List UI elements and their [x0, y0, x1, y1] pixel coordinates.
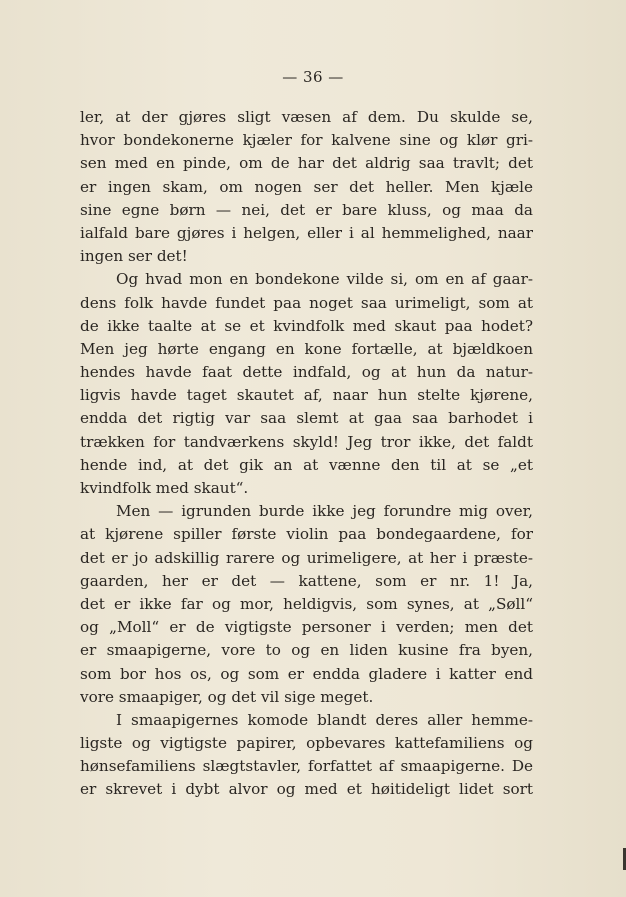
page-number: — 36 — — [282, 68, 344, 86]
text-line: Men — igrunden burde ikke jeg forundre mig over, — [116, 502, 533, 521]
text-line: som bor hos os, og som er endda gladere i katter end — [80, 664, 533, 683]
text-line: ler, at der gjøres sligt væsen af dem. Du skulde se, — [80, 108, 533, 126]
text-line: Og hvad mon en bondekone vilde si, om en af gaar- — [116, 270, 533, 289]
text-line: Men jeg hørte engang en kone fortælle, at bjældkoen — [80, 339, 533, 358]
text-line: er ingen skam, om nogen ser det heller. Men kjæle — [80, 177, 533, 196]
text-line: ingen ser det! — [80, 247, 188, 266]
text-line: ligvis havde taget skautet af, naar hun stelte kjørene, — [80, 386, 533, 405]
text-line: er skrevet i dybt alvor og med et høitideligt lidet sort — [80, 780, 533, 799]
text-line: trækken for tandværkens skyld! Jeg tror ikke, det faldt — [80, 432, 533, 451]
text-line: de ikke taalte at se et kvindfolk med skaut paa hodet? — [80, 316, 533, 335]
text-line: dens folk havde fundet paa noget saa urimeligt, som at — [80, 293, 533, 312]
text-line: er smaapigerne, vore to og en liden kusine fra byen, — [80, 641, 533, 660]
text-line: ialfald bare gjøres i helgen, eller i al hemmelighed, naar — [80, 223, 533, 242]
text-line: endda det rigtig var saa slemt at gaa saa barhodet i — [80, 409, 533, 428]
text-line: ligste og vigtigste papirer, opbevares kattefamiliens og — [80, 734, 533, 753]
body-text — [80, 106, 533, 802]
text-line: sen med en pinde, om de har det aldrig saa travlt; det — [80, 154, 533, 173]
text-line: I smaapigernes komode blandt deres aller hemme- — [116, 710, 533, 729]
text-line: sine egne børn — nei, det er bare kluss, og maa da — [80, 200, 533, 219]
text-line: kvindfolk med skaut“. — [80, 479, 249, 497]
text-line: hendes havde faat dette indfald, og at hun da natur- — [80, 363, 533, 382]
text-line: hønsefamiliens slægtstavler, forfattet af smaapigerne. De — [80, 757, 533, 776]
text-line: det er jo adskillig rarere og urimeligere, at her i præste- — [80, 548, 533, 567]
text-line: og „Moll“ er de vigtigste personer i verden; men det — [80, 618, 533, 637]
text-line: det er ikke far og mor, heldigvis, som synes, at „Søll“ — [80, 594, 533, 613]
text-line: hende ind, at det gik an at vænne den til at se „et — [80, 455, 533, 474]
text-line: hvor bondekonerne kjæler for kalvene sine og klør gri- — [80, 131, 533, 150]
text-line: at kjørene spiller første violin paa bondegaardene, for — [80, 525, 533, 544]
text-line: gaarden, her er det — kattene, som er nr. 1! Ja, — [80, 571, 533, 590]
text-line: vore smaapiger, og det vil sige meget. — [80, 687, 374, 706]
